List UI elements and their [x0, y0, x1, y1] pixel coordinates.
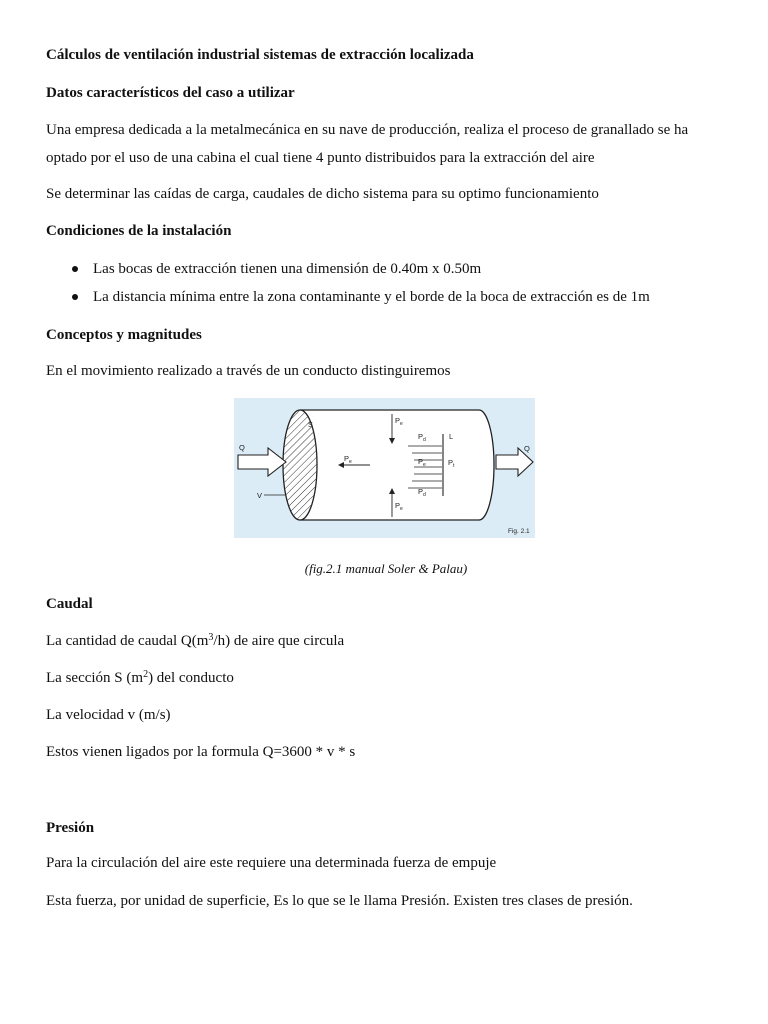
caudal-line-2: La sección S $(m^2)$ del conducto: [46, 669, 234, 686]
presion-line-2: Esta fuerza, por unidad de superficie, Es lo que se le llama Presión. Existen tres clases de presión.: [46, 893, 633, 909]
caudal-line-3: La velocidad v (m/s): [46, 707, 171, 723]
label-s: S: [308, 420, 314, 429]
duct-diagram: [234, 398, 535, 538]
label-q-out: Q: [524, 444, 530, 453]
document-title: Cálculos de ventilación industrial sistemas de extracción localizada: [46, 47, 474, 63]
label-pd-bottom: $P_d$: [418, 487, 426, 498]
label-pd-top: $P_d$: [418, 432, 426, 443]
bullet-item-2: La distancia mínima entre la zona contaminante y el borde de la boca de extracción es de 1m: [93, 289, 650, 305]
heading-condiciones: Condiciones de la instalación: [46, 223, 232, 239]
figure-tag: Fig. 2.1: [508, 528, 530, 535]
bullet-item-1: Las bocas de extracción tienen una dimensión de 0.40m x 0.50m: [93, 261, 482, 277]
heading-conceptos: Conceptos y magnitudes: [46, 327, 202, 343]
label-pe-center: $P_e$: [344, 454, 352, 465]
label-pt: $P_t$: [448, 458, 455, 469]
label-l: L: [449, 432, 454, 441]
bullet-dot: [72, 294, 78, 300]
bullet-dot: [72, 266, 78, 272]
label-pe-top: $P_e$: [395, 416, 403, 427]
heading-datos: Datos característicos del caso a utilizar: [46, 85, 295, 101]
caudal-formula: Estos vienen ligados por la formula Q=3600 * v * s: [46, 744, 356, 760]
intro-line-2: optado por el uso de una cabina el cual tiene 4 punto distribuidos para la extracción del aire: [46, 150, 595, 166]
caudal-line-1: La cantidad de caudal $Q(m^3/h)$ de aire que circula: [46, 632, 345, 649]
intro-line-1: Una empresa dedicada a la metalmecánica en su nave de producción, realiza el proceso de granallado se ha: [46, 122, 689, 138]
figure-caption: (fig.2.1 manual Soler & Palau): [304, 561, 468, 576]
label-pe-profile: $P_e$: [418, 457, 426, 468]
label-pe-bottom: $P_e$: [395, 501, 403, 512]
label-q-in: Q: [239, 443, 245, 452]
presion-line-1: Para la circulación del aire este requiere una determinada fuerza de empuje: [46, 855, 497, 871]
heading-caudal: Caudal: [46, 596, 93, 612]
heading-presion: Presión: [46, 820, 95, 836]
conceptos-text: En el movimiento realizado a través de un conducto distinguiremos: [46, 363, 451, 379]
label-v: V: [257, 491, 263, 500]
intro-paragraph-2: Se determinar las caídas de carga, caudales de dicho sistema para su optimo funcionamiento: [46, 186, 599, 202]
